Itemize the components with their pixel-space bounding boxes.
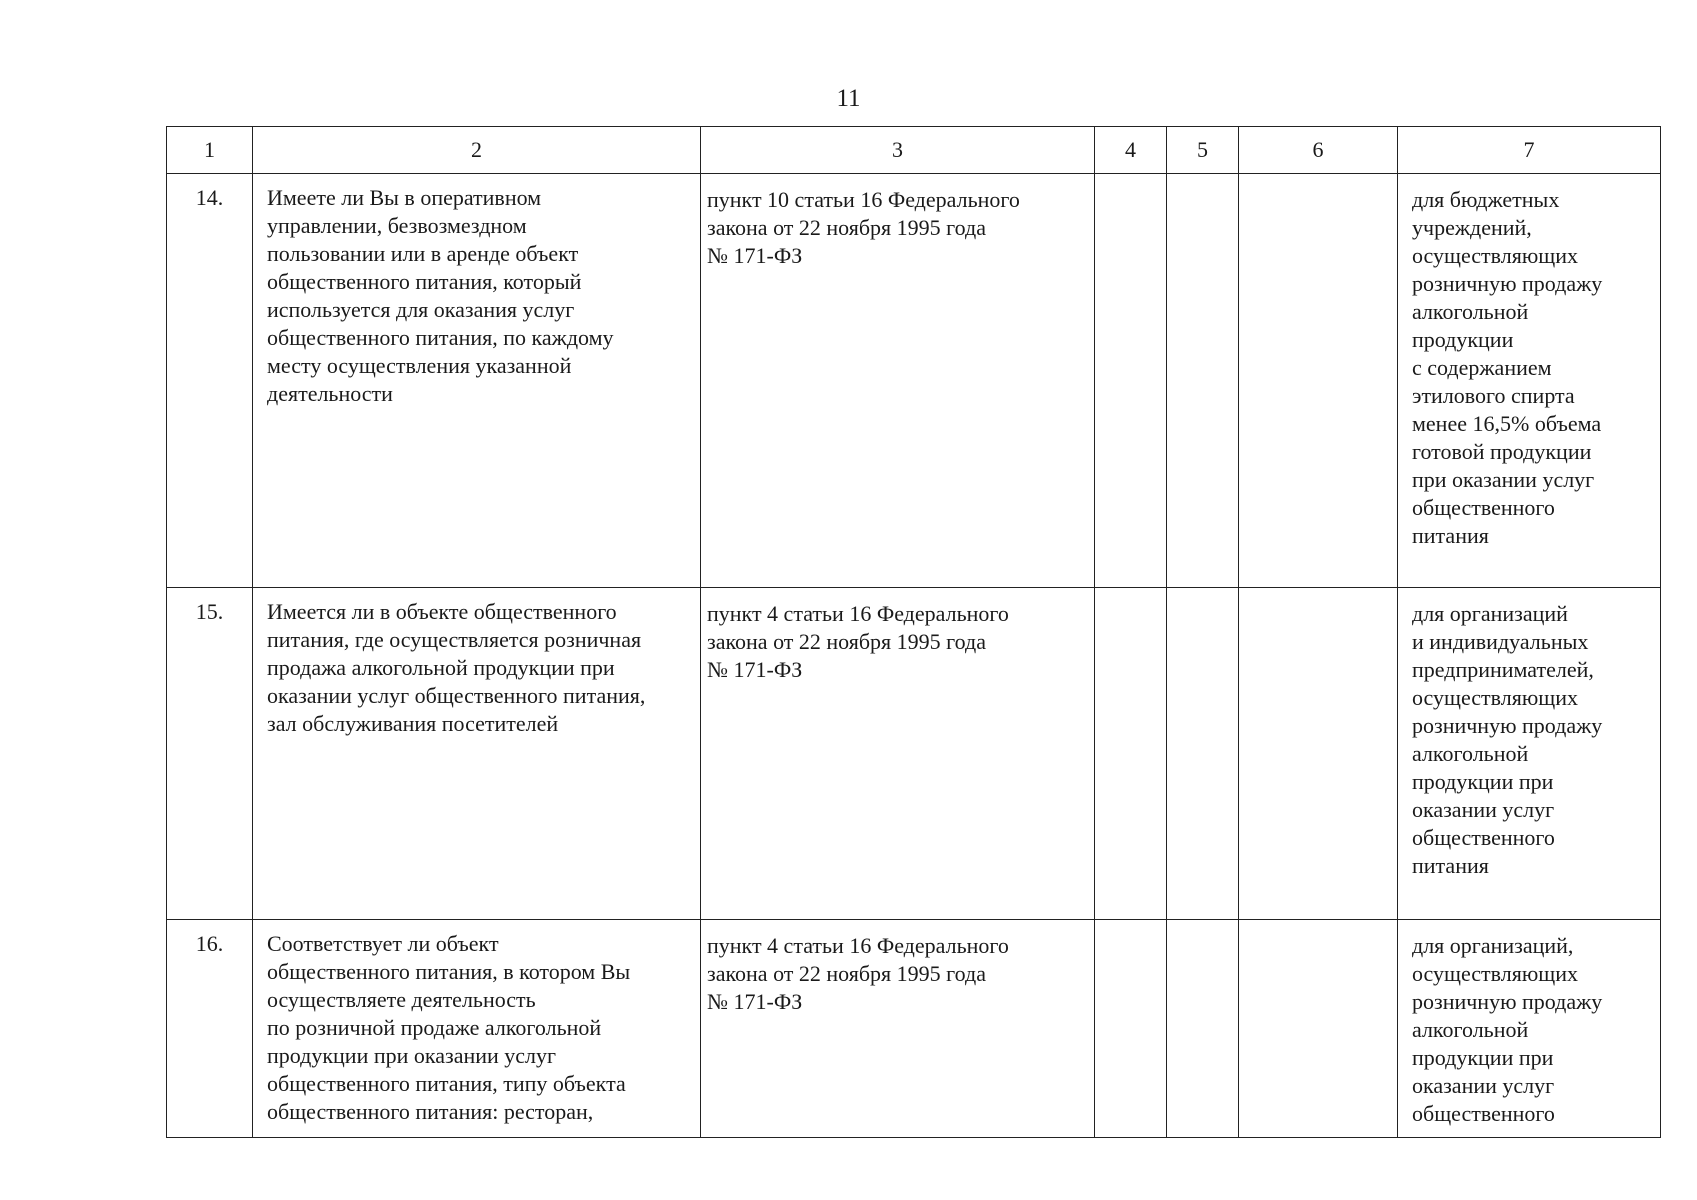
row-number: 14. <box>195 185 224 210</box>
question-line: управлении, безвозмездном <box>267 213 527 238</box>
question-line: деятельности <box>267 381 393 406</box>
row-number-cell <box>167 174 253 588</box>
answer-cell-4 <box>1095 588 1167 920</box>
answer-cell-6 <box>1239 588 1398 920</box>
page-number: 11 <box>836 85 861 112</box>
note-line: оказании услуг <box>1412 797 1555 822</box>
column-header-4: 4 <box>1095 127 1167 174</box>
row-number: 16. <box>195 931 224 956</box>
row-number-cell <box>167 588 253 920</box>
answer-cell-5 <box>1167 174 1239 588</box>
column-header-5: 5 <box>1167 127 1239 174</box>
note-line: розничную продажу <box>1412 989 1603 1014</box>
note-line: для организаций, <box>1412 933 1574 958</box>
note-line: осуществляющих <box>1412 243 1578 268</box>
header-row <box>167 127 1661 174</box>
question-line: месту осуществления указанной <box>267 353 572 378</box>
applicability-note-cell <box>1398 920 1661 1138</box>
answer-cell-5 <box>1167 920 1239 1138</box>
question-line: осуществляете деятельность <box>267 987 536 1012</box>
note-line: готовой продукции <box>1412 439 1592 464</box>
note-line: продукции при <box>1412 769 1554 794</box>
reference-line: № 171-ФЗ <box>707 657 803 682</box>
question-cell <box>253 588 701 920</box>
note-line: алкогольной <box>1412 1017 1529 1042</box>
column-header-7: 7 <box>1398 127 1661 174</box>
question-line: зал обслуживания посетителей <box>267 711 559 736</box>
question-line: общественного питания, в котором Вы <box>267 959 631 984</box>
reference-line: закона от 22 ноября 1995 года <box>707 629 986 654</box>
column-header-2: 2 <box>253 127 701 174</box>
note-line: розничную продажу <box>1412 713 1603 738</box>
applicability-note-cell <box>1398 174 1661 588</box>
question-line: по розничной продаже алкогольной <box>267 1015 602 1040</box>
question-line: общественного питания, типу объекта <box>267 1071 626 1096</box>
answer-cell-6 <box>1239 174 1398 588</box>
table-row <box>167 174 1661 588</box>
column-header-3: 3 <box>701 127 1095 174</box>
reference-line: закона от 22 ноября 1995 года <box>707 215 986 240</box>
table-row <box>167 920 1661 1138</box>
question-line: общественного питания: ресторан, <box>267 1099 594 1124</box>
note-line: с содержанием <box>1412 355 1552 380</box>
note-line: для бюджетных <box>1412 187 1560 212</box>
note-line: питания <box>1412 523 1489 548</box>
note-line: алкогольной <box>1412 299 1529 324</box>
question-cell <box>253 920 701 1138</box>
legal-reference-cell <box>701 588 1095 920</box>
question-line: Имеете ли Вы в оперативном <box>267 185 542 210</box>
question-cell <box>253 174 701 588</box>
question-line: Соответствует ли объект <box>267 931 499 956</box>
reference-line: № 171-ФЗ <box>707 989 803 1014</box>
row-number: 15. <box>195 599 224 624</box>
answer-cell-4 <box>1095 920 1167 1138</box>
checklist-table <box>166 126 1661 1138</box>
legal-reference-cell <box>701 920 1095 1138</box>
note-line: при оказании услуг <box>1412 467 1595 492</box>
answer-cell-6 <box>1239 920 1398 1138</box>
note-line: осуществляющих <box>1412 961 1578 986</box>
note-line: питания <box>1412 853 1489 878</box>
answer-cell-5 <box>1167 588 1239 920</box>
reference-line: пункт 4 статьи 16 Федерального <box>707 933 1009 958</box>
legal-reference-cell <box>701 174 1095 588</box>
row-number-cell <box>167 920 253 1138</box>
question-line: оказании услуг общественного питания, <box>267 683 646 708</box>
note-line: оказании услуг <box>1412 1073 1555 1098</box>
note-line: осуществляющих <box>1412 685 1578 710</box>
reference-line: пункт 4 статьи 16 Федерального <box>707 601 1009 626</box>
answer-cell-4 <box>1095 174 1167 588</box>
note-line: общественного <box>1412 825 1555 850</box>
question-line: используется для оказания услуг <box>267 297 575 322</box>
applicability-note-cell <box>1398 588 1661 920</box>
question-line: общественного питания, который <box>267 269 582 294</box>
reference-line: пункт 10 статьи 16 Федерального <box>707 187 1020 212</box>
note-line: менее 16,5% объема <box>1412 411 1602 436</box>
question-line: питания, где осуществляется розничная <box>267 627 642 652</box>
column-header-6: 6 <box>1239 127 1398 174</box>
note-line: продукции при <box>1412 1045 1554 1070</box>
note-line: учреждений, <box>1412 215 1532 240</box>
question-line: продажа алкогольной продукции при <box>267 655 615 680</box>
reference-line: № 171-ФЗ <box>707 243 803 268</box>
question-line: пользовании или в аренде объект <box>267 241 579 266</box>
note-line: общественного <box>1412 495 1555 520</box>
note-line: и индивидуальных <box>1412 629 1589 654</box>
note-line: общественного <box>1412 1101 1555 1126</box>
table-row <box>167 588 1661 920</box>
question-line: продукции при оказании услуг <box>267 1043 557 1068</box>
question-line: Имеется ли в объекте общественного <box>267 599 617 624</box>
column-header-1: 1 <box>167 127 253 174</box>
note-line: алкогольной <box>1412 741 1529 766</box>
note-line: предпринимателей, <box>1412 657 1594 682</box>
note-line: продукции <box>1412 327 1514 352</box>
reference-line: закона от 22 ноября 1995 года <box>707 961 986 986</box>
note-line: для организаций <box>1412 601 1568 626</box>
note-line: розничную продажу <box>1412 271 1603 296</box>
note-line: этилового спирта <box>1412 383 1575 408</box>
question-line: общественного питания, по каждому <box>267 325 614 350</box>
